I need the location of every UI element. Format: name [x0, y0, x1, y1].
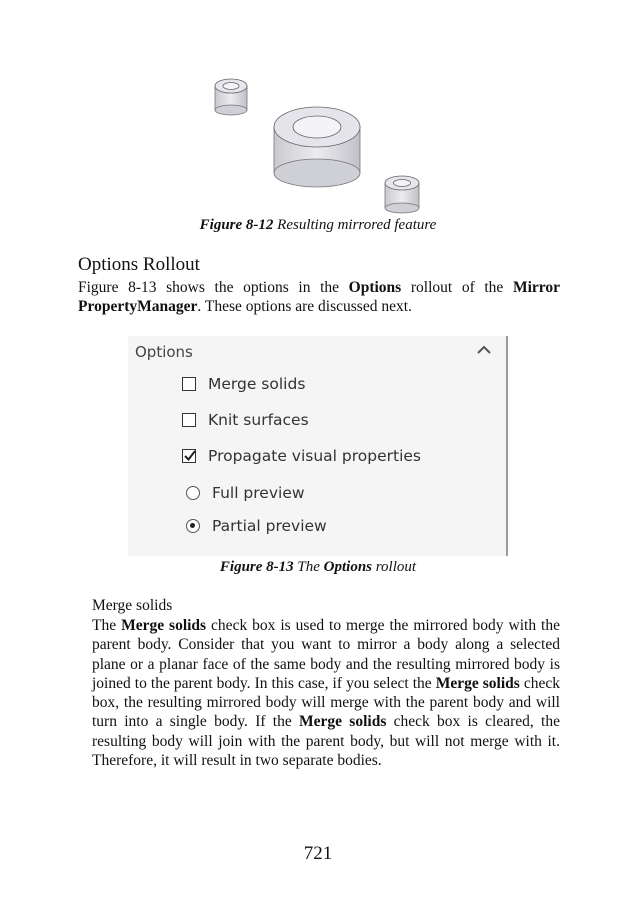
figure-caption: Figure 8-13 The Options rollout — [219, 559, 417, 575]
full-preview-option[interactable] — [186, 484, 305, 502]
merge-solids-option[interactable] — [182, 375, 305, 393]
options-rollout-panel — [128, 336, 508, 556]
merge-solids-checkbox[interactable] — [182, 377, 196, 391]
full-preview-radio[interactable] — [186, 486, 200, 500]
option-label: Partial preview — [212, 517, 327, 535]
large-cylinder-center — [274, 107, 360, 187]
figure-number: Figure 8-13 — [219, 559, 294, 575]
partial-preview-radio[interactable] — [186, 519, 200, 533]
figure-caption — [0, 217, 636, 234]
intro-paragraph: Figure 8-13 shows the options in the Options rollout of the Mirror PropertyManager. These options are discussed next. — [78, 279, 560, 316]
page-number: 721 — [303, 843, 333, 864]
checkmark-icon — [182, 448, 198, 464]
chevron-up-icon[interactable] — [475, 343, 493, 357]
option-label: Full preview — [212, 484, 305, 502]
option-label: Knit surfaces — [208, 411, 309, 429]
mirrored-feature-illustration — [200, 70, 436, 220]
merge-solids-paragraph: The Merge solids check box is used to merge the mirrored body with the parent body. Consider that you want to mirror a body along a selected plane or a planar face of the same body and the resulting mirrored body is joined to the parent body. In this case, if you select the Merge solids check box, the resulting mirrored body will merge with the parent body and will turn into a single body. If the Merge solids check box is cleared, the resulting body will join with the parent body, but will not merge with it. Therefore, it will result in two separate bodies. — [92, 617, 560, 770]
propagate-visual-properties-option[interactable] — [182, 447, 421, 465]
knit-surfaces-checkbox[interactable] — [182, 413, 196, 427]
section-heading: Options Rollout — [78, 254, 200, 275]
figure-number: Figure 8-12 — [199, 217, 274, 233]
radio-selected-dot — [190, 523, 195, 528]
knit-surfaces-option[interactable] — [182, 411, 309, 429]
propagate-visual-properties-checkbox[interactable] — [182, 449, 196, 463]
subsection-heading: Merge solids — [92, 597, 173, 614]
panel-title: Options — [135, 343, 193, 361]
figure-caption-text: Resulting mirrored feature — [277, 217, 437, 233]
partial-preview-option[interactable] — [186, 517, 327, 535]
small-cylinder-left — [215, 79, 247, 115]
option-label: Propagate visual properties — [208, 447, 422, 465]
option-label: Merge solids — [208, 375, 306, 393]
small-cylinder-right — [385, 176, 419, 213]
